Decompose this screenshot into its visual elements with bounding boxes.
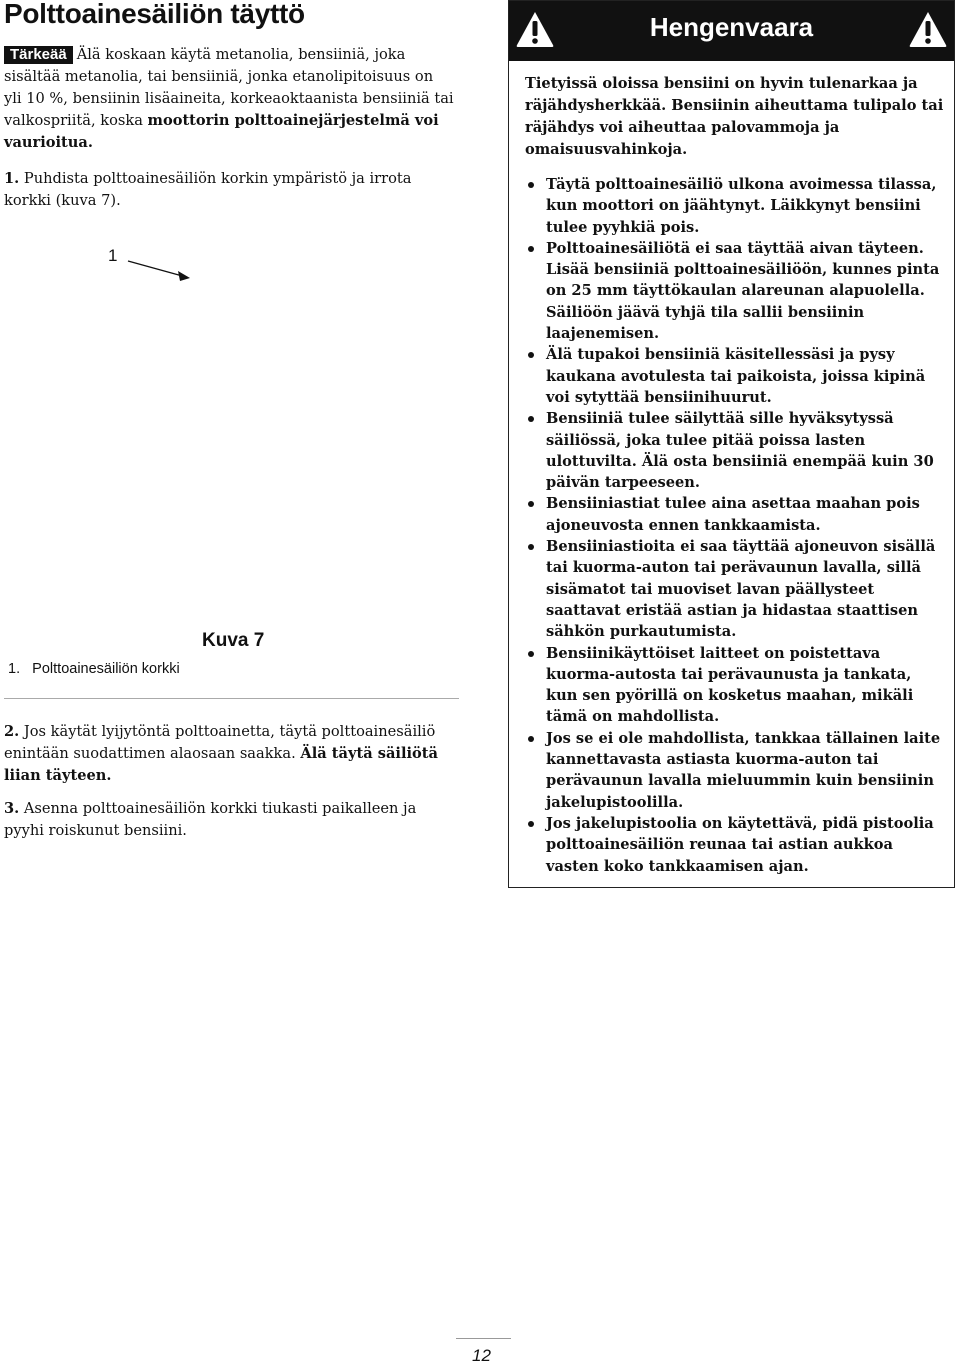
step-2 <box>4 721 459 787</box>
step-text-bold: Älä täytä säiliötä liian täyteen. <box>4 745 438 784</box>
danger-list-item: Bensiiniastiat tulee aina asettaa maahan pois ajoneuvosta ennen tankkaamista. <box>525 493 947 536</box>
figure-divider <box>4 698 459 699</box>
important-text: Älä koskaan käytä metanolia, bensiiniä, joka sisältää metanolia, tai bensiiniä, jonka etanolipitoisuus on yli 10 %, bensiinin lisäaineita, korkeaoktaanista bensiiniä tai valkospriitä, koska <box>4 46 454 129</box>
step-number: 2. <box>4 723 20 740</box>
footer-divider <box>456 1338 511 1339</box>
figure-title: Kuva 7 <box>202 630 265 651</box>
important-badge: Tärkeää <box>4 46 73 64</box>
danger-list-item: Jos se ei ole mahdollista, tankkaa tällainen laite kannettavasta astiasta kuorma-auton tai perävaunun lavalla mieluummin kuin bensiinin jakelupistoolilla. <box>525 728 947 813</box>
step-1 <box>4 168 459 212</box>
danger-header <box>509 1 954 61</box>
danger-list-item: Täytä polttoainesäiliö ulkona avoimessa tilassa, kun moottori on jäähtynyt. Läikkynyt bensiini tulee pyyhkiä pois. <box>525 174 947 238</box>
danger-list-item: Jos jakelupistoolia on käytettävä, pidä pistoolia polttoainesäiliön reunaa tai astian aukkoa vasten koko tankkaamisen ajan. <box>525 813 947 877</box>
important-note <box>4 44 454 154</box>
figure-callout-number: 1 <box>108 246 118 265</box>
danger-box <box>508 0 955 888</box>
callout-leader-line <box>128 261 186 277</box>
step-number: 3. <box>4 800 20 817</box>
callout-arrowhead <box>178 271 190 281</box>
step-number: 1. <box>4 170 20 187</box>
danger-intro: Tietyissä oloissa bensiini on hyvin tulenarkaa ja räjähdysherkkää. Bensiinin aiheuttama tulipalo tai räjähdys voi aiheuttaa palovammoja ja omaisuusvahinkoja. <box>525 75 944 158</box>
step-3 <box>4 798 459 842</box>
step-text: Asenna polttoainesäiliön korkki tiukasti paikalleen ja pyyhi roiskunut bensiini. <box>4 800 417 839</box>
danger-list <box>525 174 947 877</box>
danger-list-item: Bensiinikäyttöiset laitteet on poistettava kuorma-autosta tai perävaunusta ja tankata, kun sen pyörillä on kosketus maahan, mikäli tämä on mahdollista. <box>525 643 947 728</box>
danger-title: Hengenvaara <box>649 12 814 42</box>
danger-list-item: Älä tupakoi bensiiniä käsitellessäsi ja pysy kaukana avotulesta tai paikoista, joissa kipinä voi sytyttää bensiinihuurut. <box>525 344 947 408</box>
figure-legend: 1. Polttoainesäiliön korkki <box>8 661 180 677</box>
step-text: Jos käytät lyijytöntä polttoainetta, täytä polttoainesäiliö enintään suodattimen alaosaan saakka. <box>4 723 436 762</box>
warning-triangle-icon <box>908 10 948 48</box>
danger-list-item: Bensiiniastioita ei saa täyttää ajoneuvon sisällä tai kuorma-auton tai perävaunun lavalla, sillä sisämatot tai muoviset lavan päällysteet saattavat eristää astian ja hidastaa staattisen sähkön purkautumista. <box>525 536 947 642</box>
danger-list-item: Polttoainesäiliötä ei saa täyttää aivan täyteen. Lisää bensiiniä polttoainesäiliöön, kunnes pinta on 25 mm täyttökaulan alareunan alapuolella. Säiliöön jäävä tyhjä tila sallii bensiinin laajenemisen. <box>525 238 947 344</box>
page-number: 12 <box>472 1346 491 1365</box>
section-title: Polttoainesäiliön täyttö <box>4 0 305 29</box>
important-text-bold: moottorin polttoainejärjestelmä voi vaurioitua. <box>4 112 439 151</box>
step-text: Puhdista polttoainesäiliön korkin ympäristö ja irrota korkki (kuva 7). <box>4 170 412 209</box>
danger-list-item: Bensiiniä tulee säilyttää sille hyväksytyssä säiliössä, joka tulee pitää poissa lasten ulottuvilta. Älä osta bensiiniä enempää kuin 30 päivän tarpeeseen. <box>525 408 947 493</box>
